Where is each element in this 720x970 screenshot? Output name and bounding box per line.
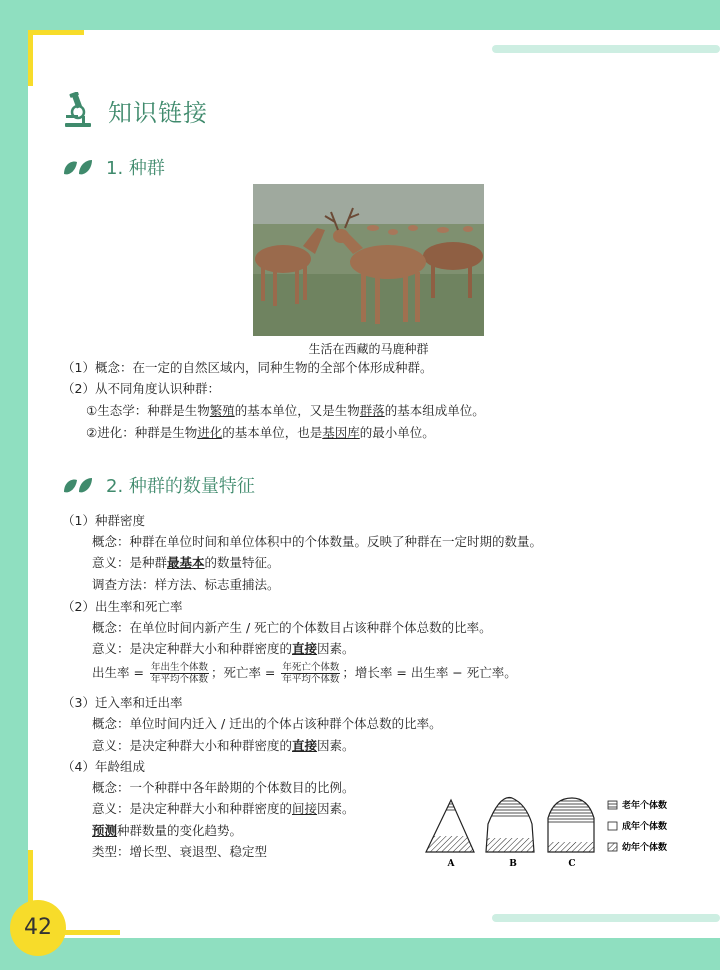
microscope-icon [62, 92, 94, 128]
migration-heading: （3）迁入率和迁出率 [62, 695, 183, 710]
birth-concept: 概念：在单位时间内新产生 / 死亡的个体数目占该种群个体总数的比率。 [92, 620, 492, 635]
rate-formulas: 出生率 = $\frac{\text{年出生个体数}}{\text{年平均个体数}}$ ；死亡率 = $\frac{\text{年死亡个体数}}{\text{年平均个体数}}$ ；增长率 = 出生率 − 死亡率。 [92, 662, 517, 685]
age-meaning: 意义：是决定种群大小和种群密度的间接因素。 [92, 801, 355, 816]
migration-meaning: 意义：是决定种群大小和种群密度的直接因素。 [92, 738, 355, 753]
density-meaning: 意义：是种群最基本的数量特征。 [92, 555, 280, 570]
birth-rate-fraction: $\frac{\text{年出生个体数}}{\text{年平均个体数}}$ [150, 662, 208, 685]
age-types: 类型：增长型、衰退型、稳定型 [92, 844, 268, 859]
corner-decoration [28, 30, 84, 35]
age-concept: 概念：一个种群中各年龄期的个体数目的比例。 [92, 780, 355, 795]
section-1-title [62, 154, 165, 180]
label-a: A [447, 859, 455, 869]
corner-decoration [60, 930, 120, 935]
page-number: 42 [10, 900, 66, 956]
leaf-icon [62, 156, 94, 178]
death-rate-fraction: $\frac{\text{年死亡个体数}}{\text{年平均个体数}}$ [282, 662, 340, 685]
birth-heading: （2）出生率和死亡率 [62, 599, 183, 614]
corner-decoration [28, 30, 33, 86]
age-structure-diagram [420, 794, 700, 874]
section-2-title [62, 472, 255, 498]
legend-adult: 成年个体数 [622, 822, 668, 832]
section-1-perspectives: （2）从不同角度认识种群： [62, 381, 220, 396]
density-concept: 概念：种群在单位时间和单位体积中的个体数量。反映了种群在一定时期的数量。 [92, 534, 543, 549]
density-method: 调查方法：样方法、标志重捕法。 [92, 577, 280, 592]
ecology-line: ①生态学：种群是生物繁殖的基本单位，又是生物群落的基本组成单位。 [86, 403, 485, 418]
legend-old-swatch [608, 801, 617, 809]
evolution-line: ②进化：种群是生物进化的基本单位，也是基因库的最小单位。 [86, 425, 435, 440]
density-heading: （1）种群密度 [62, 513, 145, 528]
age-heading: （4）年龄组成 [62, 759, 145, 774]
label-c: C [568, 859, 576, 869]
leaf-icon [62, 474, 94, 496]
decorative-line [492, 45, 720, 53]
age-predict: 预测种群数量的变化趋势。 [92, 823, 243, 838]
birth-meaning: 意义：是决定种群大小和种群密度的直接因素。 [92, 641, 355, 656]
pyramid-c [545, 794, 600, 852]
main-title-text: 知识链接 [108, 98, 208, 127]
main-title [62, 92, 208, 128]
legend-adult-swatch [608, 822, 617, 830]
legend-old: 老年个体数 [622, 801, 668, 811]
section-2-title-text: 2. 种群的数量特征 [106, 476, 255, 497]
decorative-line [492, 914, 720, 922]
label-b: B [509, 859, 517, 869]
section-1-title-text: 1. 种群 [106, 158, 165, 179]
migration-concept: 概念：单位时间内迁入 / 迁出的个体占该种群个体总数的比率。 [92, 716, 442, 731]
legend-young-swatch [608, 843, 617, 851]
section-1-concept: （1）概念：在一定的自然区域内，同种生物的全部个体形成种群。 [62, 360, 433, 375]
legend-young: 幼年个体数 [622, 843, 668, 853]
deer-herd-photo [253, 184, 484, 336]
photo-caption: 生活在西藏的马鹿种群 [308, 342, 429, 356]
